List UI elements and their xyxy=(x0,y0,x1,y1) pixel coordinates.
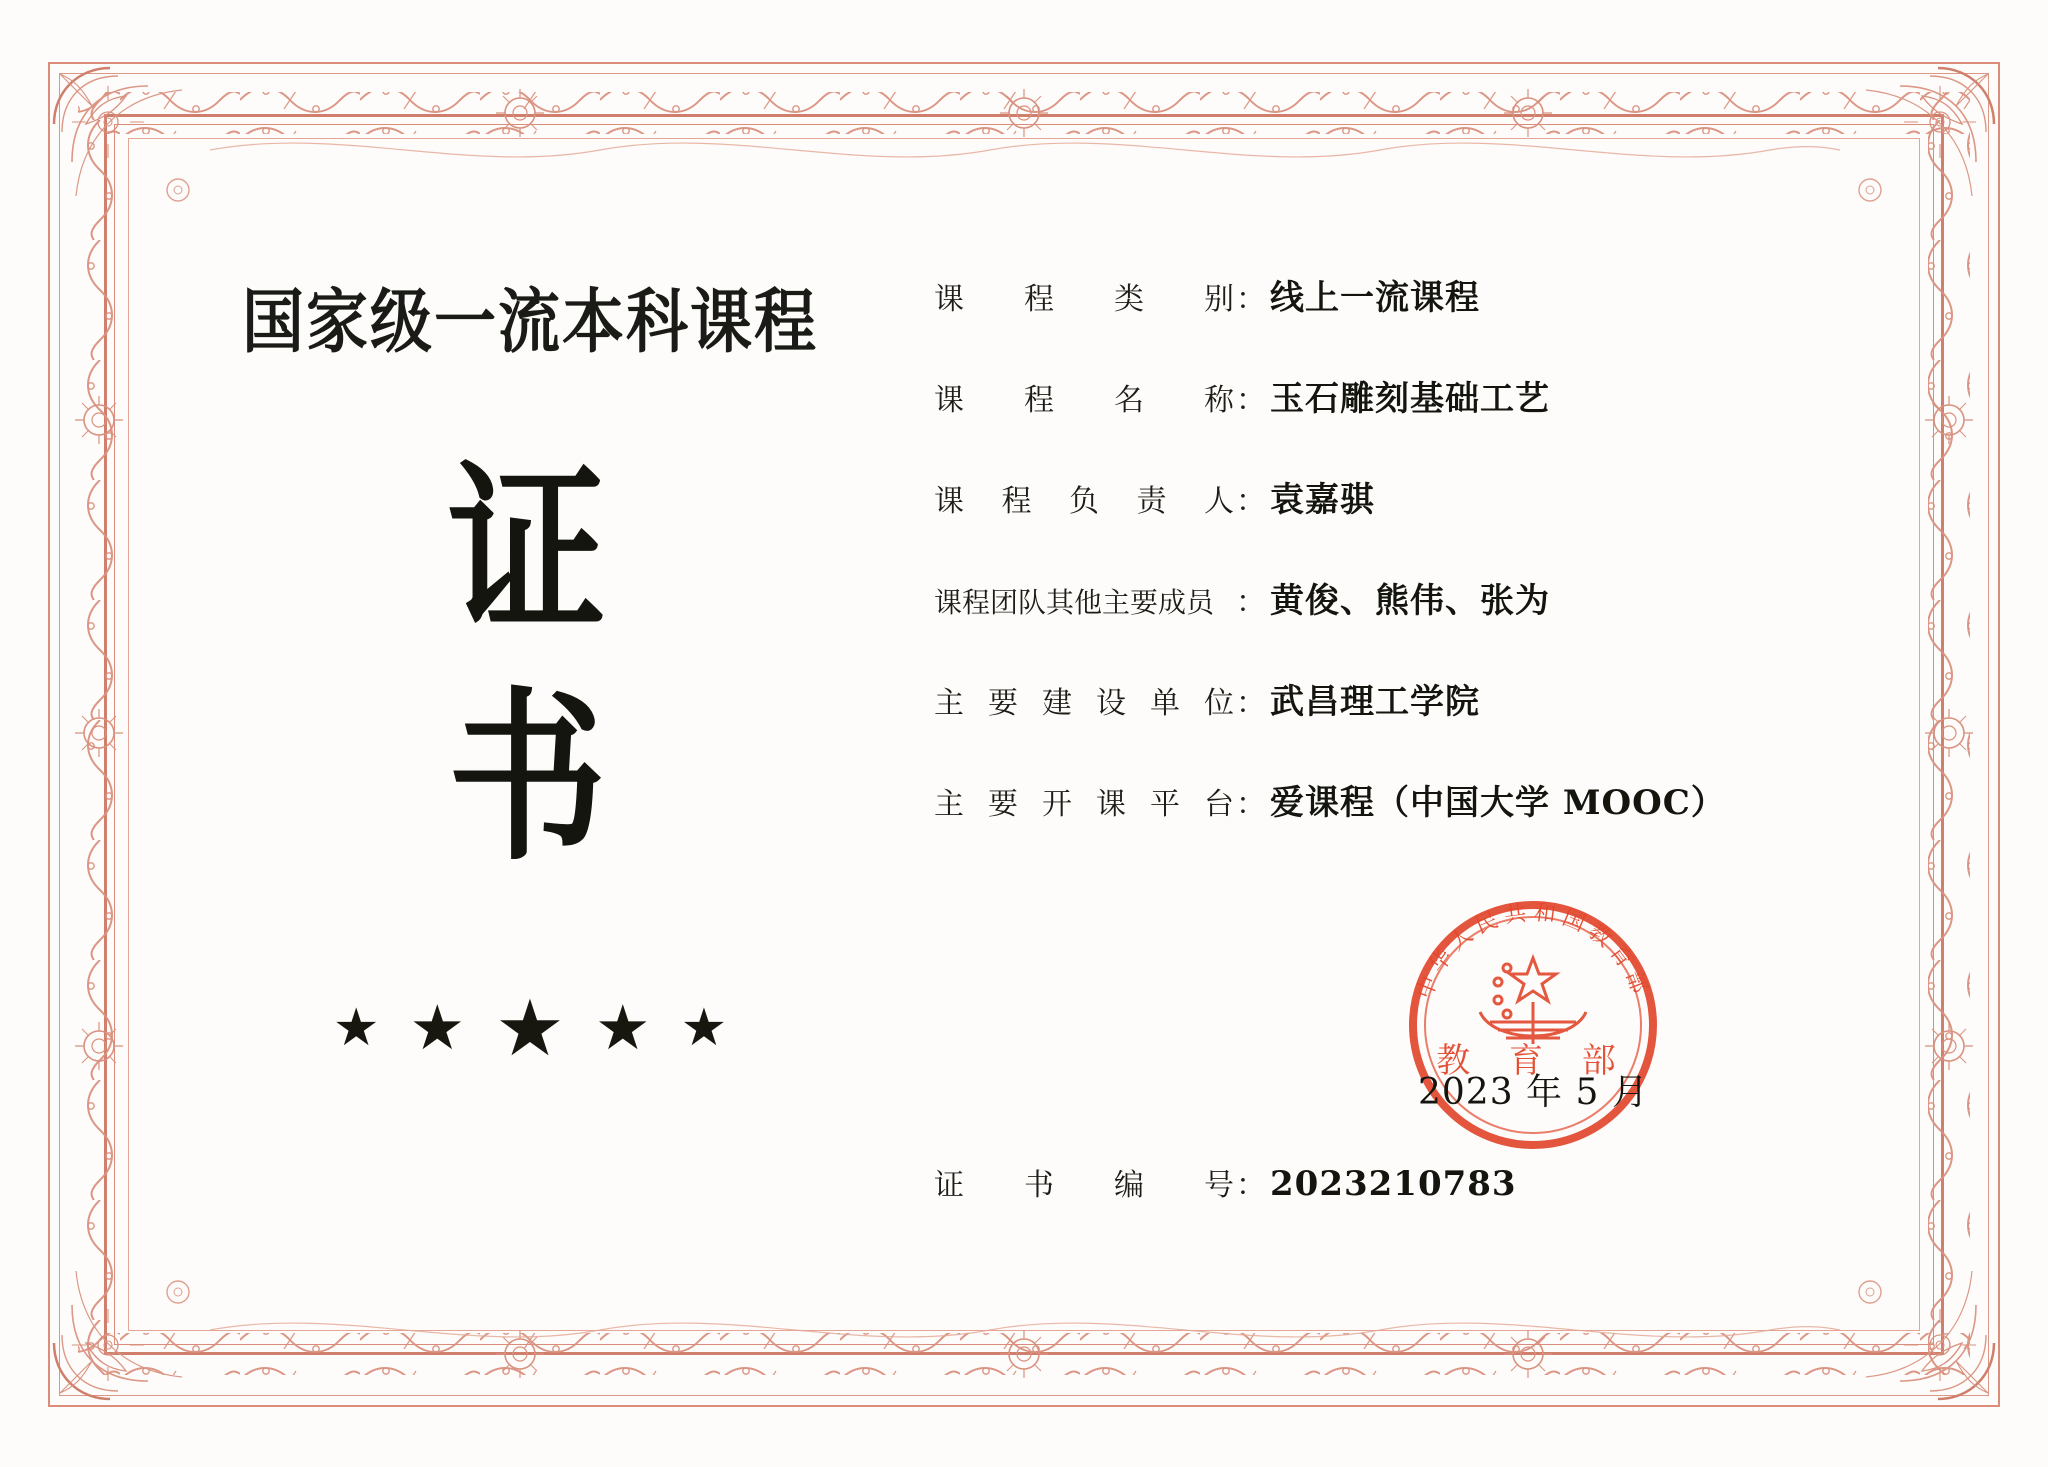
field-value: 线上一流课程 xyxy=(1270,278,1480,318)
field-colon: ： xyxy=(1236,384,1266,417)
field-colon: ： xyxy=(1236,687,1266,720)
star-icon: ★ xyxy=(680,1000,728,1058)
star-row xyxy=(150,985,910,1073)
field-course-team-members xyxy=(934,573,1898,622)
field-label: 课程团队其他主要成员 xyxy=(934,586,1215,619)
award-title: 国家级一流本科课程 xyxy=(241,280,818,363)
official-seal-icon xyxy=(1402,894,1664,1156)
star-icon: ★ xyxy=(409,995,466,1064)
certificate-wordmark xyxy=(150,444,910,886)
wordmark-char-2: 书 xyxy=(448,670,612,886)
field-colon: ： xyxy=(1236,788,1266,821)
field-value: 玉石雕刻基础工艺 xyxy=(1270,379,1550,419)
field-colon: ： xyxy=(1236,485,1266,518)
field-course-name xyxy=(934,371,1898,420)
field-host-institution xyxy=(934,674,1898,723)
svg-text:中华人民共和国教育部: 中华人民共和国教育部 xyxy=(1412,900,1654,1003)
star-icon: ★ xyxy=(332,1000,380,1058)
field-course-category xyxy=(934,270,1898,319)
certificate-number-value: 2023210783 xyxy=(1270,1164,1517,1204)
field-value: 黄俊、熊伟、张为 xyxy=(1270,581,1550,621)
right-column xyxy=(910,160,1898,1309)
seal-area xyxy=(934,876,1898,1206)
field-label: 主 要 建 设 单 位 xyxy=(934,686,1234,721)
left-column xyxy=(150,160,910,1309)
issue-date: 2023 年 5 月 xyxy=(1418,1072,1649,1113)
field-colon: ： xyxy=(1236,586,1266,619)
field-value: 爱课程（中国大学 MOOC） xyxy=(1270,783,1726,823)
star-icon: ★ xyxy=(594,995,651,1064)
field-colon: ： xyxy=(1236,1169,1266,1202)
certificate-content xyxy=(150,160,1898,1309)
field-label: 主 要 开 课 平 台 xyxy=(934,787,1234,822)
certificate-number-row xyxy=(934,1160,1517,1204)
certificate-number-label: 证 书 编 号 xyxy=(934,1168,1234,1203)
field-label: 课 程 名 称 xyxy=(934,383,1234,418)
wordmark-char-1: 证 xyxy=(448,444,612,659)
svg-text:教 育 部: 教 育 部 xyxy=(1436,1041,1630,1081)
field-label: 课 程 类 别 xyxy=(934,282,1234,317)
field-value: 武昌理工学院 xyxy=(1270,682,1480,722)
field-course-leader xyxy=(934,472,1898,521)
field-platform xyxy=(934,775,1898,824)
field-colon: ： xyxy=(1236,283,1266,316)
field-value: 袁嘉骐 xyxy=(1270,480,1375,520)
field-label: 课 程 负 责 人 xyxy=(934,484,1234,519)
star-icon: ★ xyxy=(495,985,565,1073)
